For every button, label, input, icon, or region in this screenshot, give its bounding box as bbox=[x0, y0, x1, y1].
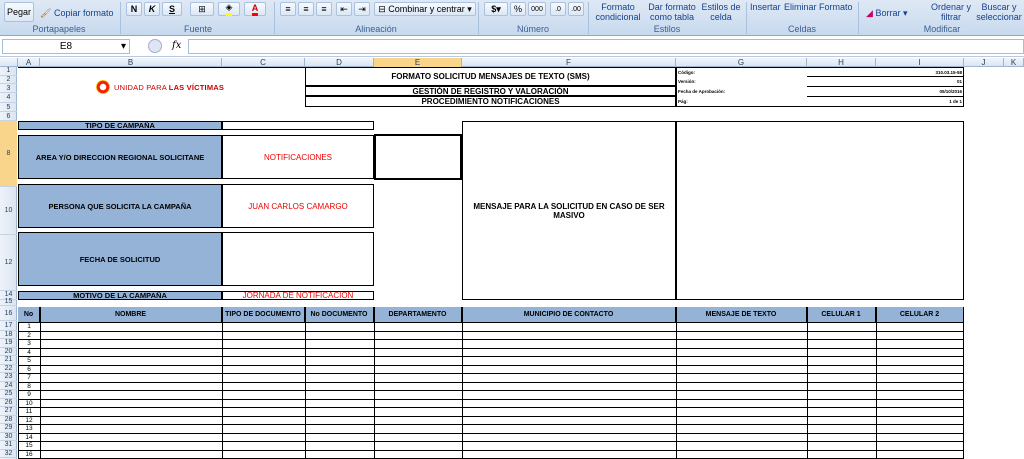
table-row-number: 5 bbox=[27, 357, 31, 364]
form-procedure: PROCEDIMIENTO NOTIFICACIONES bbox=[305, 96, 676, 107]
align-right-button[interactable] bbox=[316, 2, 332, 16]
increase-decimal-icon: .0 bbox=[555, 5, 561, 13]
table-row-line bbox=[18, 390, 964, 391]
col-celular-2: CELULAR 2 bbox=[876, 307, 964, 322]
chevron-down-icon: ▾ bbox=[120, 41, 126, 52]
italic-button[interactable]: K bbox=[144, 2, 160, 16]
row-header[interactable]: 1 bbox=[0, 67, 17, 76]
increase-decimal-button[interactable] bbox=[550, 2, 566, 16]
table-row-number: 3 bbox=[27, 340, 31, 347]
reason-label: MOTIVO DE LA CAMPAÑA bbox=[18, 291, 222, 300]
logo-icon bbox=[96, 80, 110, 94]
date-label: FECHA DE SOLICITUD bbox=[18, 232, 222, 286]
col-celular-1: CELULAR 1 bbox=[807, 307, 876, 322]
font-color-button[interactable] bbox=[244, 2, 266, 16]
logo-highlight: LAS VÍCTIMAS bbox=[168, 82, 225, 92]
clear-button[interactable]: ◢ Borrar ▾ bbox=[866, 8, 908, 18]
indent-icon: ⇤ bbox=[340, 3, 348, 14]
column-header-g[interactable]: G bbox=[676, 58, 807, 67]
meta-line bbox=[807, 76, 964, 77]
column-header-k[interactable]: K bbox=[1004, 58, 1024, 67]
col-tipo-documento: TIPO DE DOCUMENTO bbox=[222, 307, 305, 322]
row-header[interactable]: 8 bbox=[0, 121, 17, 187]
underline-button[interactable]: S bbox=[162, 2, 182, 16]
decrease-decimal-button[interactable] bbox=[568, 2, 584, 16]
separator bbox=[588, 2, 589, 34]
table-row-line bbox=[18, 365, 964, 366]
bold-button[interactable]: N bbox=[126, 2, 142, 16]
align-center-button[interactable] bbox=[298, 2, 314, 16]
merge-label: Combinar y centrar bbox=[388, 4, 465, 14]
meta-box bbox=[676, 67, 964, 107]
column-header-f[interactable]: F bbox=[462, 58, 676, 67]
form-title: FORMATO SOLICITUD MENSAJES DE TEXTO (SMS) bbox=[305, 67, 676, 86]
row-header[interactable]: 22 bbox=[0, 365, 17, 374]
col-mensaje: MENSAJE DE TEXTO bbox=[676, 307, 807, 322]
outdent-icon: ⇥ bbox=[358, 3, 366, 14]
column-header-b[interactable]: B bbox=[40, 58, 222, 67]
currency-button[interactable]: $ ▾ bbox=[484, 2, 508, 16]
meta-line bbox=[807, 86, 964, 87]
table-row-number: 7 bbox=[27, 374, 31, 381]
table-row-number: 11 bbox=[25, 408, 33, 415]
expand-icon bbox=[148, 39, 162, 53]
separator bbox=[274, 2, 275, 34]
column-header-a[interactable]: A bbox=[18, 58, 40, 67]
align-left-icon: ≡ bbox=[285, 4, 291, 14]
area-value[interactable]: NOTIFICACIONES bbox=[222, 135, 374, 179]
borders-icon: ⊞ bbox=[198, 3, 206, 14]
clear-label: Borrar bbox=[875, 8, 901, 18]
align-right-icon: ≡ bbox=[321, 4, 327, 14]
row-header[interactable]: 31 bbox=[0, 441, 17, 450]
meta-label-date: Fecha de Aprobación: bbox=[678, 89, 726, 94]
format-button[interactable]: Formato bbox=[819, 2, 853, 12]
group-alignment: Alineación bbox=[355, 24, 397, 34]
message-value[interactable] bbox=[676, 121, 964, 300]
cell-reference: E8 bbox=[59, 41, 73, 52]
table-row-number: 4 bbox=[27, 348, 31, 356]
col-nombre: NOMBRE bbox=[40, 307, 222, 322]
reason-value[interactable]: JORNADA DE NOTIFICACION bbox=[222, 291, 374, 300]
row-header[interactable]: 32 bbox=[0, 450, 17, 459]
ribbon bbox=[0, 0, 1024, 36]
form-subtitle: GESTIÓN DE REGISTRO Y VALORACIÓN bbox=[305, 86, 676, 96]
formula-bar bbox=[0, 37, 1024, 57]
row-header[interactable]: 10 bbox=[0, 187, 17, 235]
table-row-line bbox=[18, 433, 964, 434]
row-header[interactable]: 23 bbox=[0, 373, 17, 382]
campaign-type-label: TIPO DE CAMPAÑA bbox=[18, 121, 222, 130]
table-row-line bbox=[18, 416, 964, 417]
row-header[interactable]: 27 bbox=[0, 407, 17, 416]
eraser-icon: ◢ bbox=[866, 8, 873, 18]
meta-label-version: Versión: bbox=[678, 79, 696, 84]
row-header[interactable]: 5 bbox=[0, 104, 17, 112]
row-header[interactable]: 29 bbox=[0, 424, 17, 433]
merge-center-button[interactable]: ⊟ Combinar y centrar ▾ bbox=[374, 2, 476, 16]
table-row-line bbox=[18, 322, 964, 323]
table-row-number: 12 bbox=[25, 416, 33, 424]
row-header[interactable]: 16 bbox=[0, 307, 17, 321]
table-row-line bbox=[18, 450, 964, 451]
cell-styles-button[interactable]: Estilos de celda bbox=[701, 2, 741, 22]
column-header-h[interactable]: H bbox=[807, 58, 876, 67]
table-row-number: 1 bbox=[27, 323, 31, 330]
group-clipboard: Portapapeles bbox=[32, 24, 86, 34]
area-label: AREA Y/O DIRECCION REGIONAL SOLICITANE bbox=[18, 135, 222, 179]
campaign-type-value[interactable] bbox=[222, 121, 374, 130]
brush-icon: 🖌 bbox=[40, 8, 52, 18]
row-header[interactable]: 28 bbox=[0, 416, 17, 425]
table-row-number: 2 bbox=[27, 331, 31, 339]
row-header[interactable]: 26 bbox=[0, 399, 17, 408]
logo bbox=[96, 80, 224, 94]
column-header-d[interactable]: D bbox=[305, 58, 374, 67]
sort-filter-button[interactable]: Ordenar y filtrar bbox=[930, 2, 972, 22]
row-header[interactable]: 20 bbox=[0, 348, 17, 357]
col-departamento: DEPARTAMENTO bbox=[374, 307, 462, 322]
decrease-decimal-icon: .00 bbox=[571, 5, 581, 13]
table-row-line bbox=[18, 356, 964, 357]
table-format-button[interactable]: Dar formato como tabla bbox=[648, 2, 696, 22]
row-header[interactable]: 14 bbox=[0, 291, 17, 300]
select-all[interactable] bbox=[0, 58, 18, 67]
requester-value[interactable]: JUAN CARLOS CAMARGO bbox=[222, 184, 374, 228]
separator bbox=[478, 2, 479, 34]
align-left-button[interactable] bbox=[280, 2, 296, 16]
col-no-documento: No DOCUMENTO bbox=[305, 307, 374, 322]
col-municipio: MUNICIPIO DE CONTACTO bbox=[462, 307, 676, 322]
row-header[interactable]: 25 bbox=[0, 390, 17, 399]
row-header[interactable]: 30 bbox=[0, 433, 17, 442]
table-row-number: 13 bbox=[25, 425, 33, 432]
table-row-line bbox=[18, 424, 964, 425]
table-row-line bbox=[18, 339, 964, 340]
meta-label-code: Código: bbox=[678, 70, 695, 75]
merge-icon: ⊟ bbox=[378, 3, 386, 14]
column-header-c[interactable]: C bbox=[222, 58, 305, 67]
borders-button[interactable] bbox=[190, 2, 214, 16]
row-headers bbox=[0, 67, 17, 459]
copy-format-label: Copiar formato bbox=[53, 8, 114, 18]
table-row-line bbox=[18, 382, 964, 383]
row-header[interactable]: 21 bbox=[0, 356, 17, 365]
find-select-button[interactable]: Buscar y seleccionar bbox=[976, 2, 1022, 22]
fill-color-button[interactable] bbox=[218, 2, 240, 16]
paste-button[interactable] bbox=[4, 2, 34, 22]
meta-value-version: 01 bbox=[956, 79, 962, 84]
separator bbox=[746, 2, 747, 34]
group-font: Fuente bbox=[183, 24, 213, 34]
selected-cell-e8[interactable] bbox=[374, 134, 462, 180]
paste-label: Pegar bbox=[6, 7, 32, 17]
table-row-number: 16 bbox=[25, 450, 33, 458]
function-icon[interactable]: fx bbox=[172, 40, 182, 51]
conditional-format-button[interactable]: Formato condicional bbox=[595, 2, 641, 22]
table-row-number: 10 bbox=[25, 399, 33, 407]
col-no: No bbox=[18, 307, 40, 322]
name-box[interactable] bbox=[2, 39, 130, 54]
table-row-number: 8 bbox=[27, 382, 31, 390]
table-row-number: 15 bbox=[25, 442, 33, 449]
meta-line bbox=[807, 96, 964, 97]
group-editing: Modificar bbox=[923, 24, 961, 34]
row-header[interactable]: 18 bbox=[0, 331, 17, 340]
row-header[interactable]: 12 bbox=[0, 235, 17, 291]
meta-value-page: 1 de 1 bbox=[949, 99, 962, 104]
meta-label-page: Pág: bbox=[678, 99, 688, 104]
align-center-icon: ≡ bbox=[303, 4, 309, 14]
table-row-line bbox=[18, 441, 964, 442]
decrease-indent-button[interactable] bbox=[336, 2, 352, 16]
fill-color-icon: ◈ bbox=[226, 2, 233, 16]
delete-button[interactable]: Eliminar bbox=[784, 2, 817, 12]
group-styles: Estilos bbox=[653, 24, 681, 34]
percent-button[interactable]: % bbox=[510, 2, 526, 16]
table-row-line bbox=[18, 407, 964, 408]
message-label: MENSAJE PARA LA SOLICITUD EN CASO DE SER MASIVO bbox=[462, 121, 676, 300]
meta-value-code: 310.03.15-58 bbox=[935, 70, 962, 75]
meta-value-date: 05/10/2016 bbox=[939, 89, 962, 94]
row-header[interactable]: 15 bbox=[0, 300, 17, 306]
copy-format-button[interactable] bbox=[40, 8, 113, 19]
table-row-number: 6 bbox=[27, 365, 31, 373]
separator bbox=[120, 2, 121, 34]
group-cells: Celdas bbox=[787, 24, 816, 34]
requester-label: PERSONA QUE SOLICITA LA CAMPAÑA bbox=[18, 184, 222, 228]
logo-text bbox=[114, 83, 224, 92]
row-header[interactable]: 2 bbox=[0, 76, 17, 84]
separator bbox=[858, 2, 859, 34]
table-row-number: 9 bbox=[27, 391, 31, 398]
row-header[interactable]: 24 bbox=[0, 382, 17, 391]
font-color-icon: A bbox=[252, 3, 259, 16]
column-header-i[interactable]: I bbox=[876, 58, 964, 67]
row-header[interactable]: 17 bbox=[0, 322, 17, 331]
row-header[interactable]: 3 bbox=[0, 85, 17, 93]
thousands-button[interactable]: 000 bbox=[528, 2, 546, 16]
column-header-e[interactable]: E bbox=[374, 58, 462, 67]
row-header[interactable]: 6 bbox=[0, 115, 17, 121]
column-headers bbox=[0, 58, 1024, 67]
table-row-line bbox=[18, 399, 964, 400]
row-header[interactable]: 4 bbox=[0, 94, 17, 103]
formula-input[interactable] bbox=[188, 39, 1024, 54]
table-row-line bbox=[18, 373, 964, 374]
currency-label: $ bbox=[491, 4, 497, 14]
table-row-line bbox=[18, 348, 964, 349]
table-row-line bbox=[18, 331, 964, 332]
group-number: Número bbox=[516, 24, 549, 34]
increase-indent-button[interactable] bbox=[354, 2, 370, 16]
column-header-j[interactable]: J bbox=[964, 58, 1004, 67]
date-value[interactable] bbox=[222, 232, 374, 286]
insert-button[interactable]: Insertar bbox=[750, 2, 781, 12]
table-row-number: 14 bbox=[25, 433, 33, 441]
row-header[interactable]: 19 bbox=[0, 339, 17, 348]
logo-prefix: UNIDAD PARA bbox=[114, 82, 169, 92]
